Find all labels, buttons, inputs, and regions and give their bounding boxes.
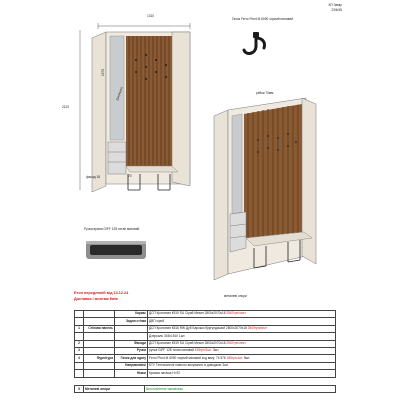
row-group: [84, 370, 115, 377]
row-text: БТУ Телескопічні повного висування із доводкою 3шт.: [148, 362, 336, 369]
row-number: [75, 370, 84, 377]
row-label: Ручки: [115, 347, 148, 354]
row-text: ручка GIFF 128 титан матовий 195грн/1шт. 3шт.: [148, 347, 336, 354]
row-group: Фурнітура: [84, 355, 115, 362]
row-price: 195грн/1шт.: [194, 348, 213, 353]
row-number: 4: [75, 355, 84, 362]
row-price: 185грн./шт.: [226, 355, 243, 360]
note-delivery: Доставка і монтаж Київ: [74, 297, 118, 301]
dim-side: 1570: [101, 68, 105, 76]
row-label: Гачок для одягу: [115, 355, 148, 362]
row-number: [75, 311, 84, 318]
row-text: Ferro Piont М 6090 чорний матовий код вику: 74 576 185грн./шт. 9шт.: [148, 355, 336, 362]
row-text: Виготовлення замовника: [145, 386, 336, 393]
hook-icon: [236, 28, 276, 68]
row-group: [84, 333, 115, 340]
spec-table: [74, 310, 336, 378]
order-code: 23/6/45: [331, 8, 342, 12]
row-group: [84, 347, 115, 354]
row-number: [75, 362, 84, 369]
label-hook: Гачок Ferro Piont М 6090 чорний матовий: [232, 17, 293, 21]
label-mirror: Дзеркало: [115, 86, 124, 102]
note-date: Eтон передлоній від 13.12.24: [74, 291, 129, 295]
table-row: [75, 355, 336, 362]
label-racks: рейки 70мм: [256, 91, 274, 95]
row-label: Каркас: [115, 311, 148, 318]
row-price: 2567грн/лист: [226, 340, 246, 345]
table-row: [75, 370, 336, 377]
row-group: [84, 362, 115, 369]
row-text: ДСП Кронопан К519 SU Сірий Мезин 2800x2070x18 2567грн/лист: [148, 311, 336, 318]
label-handle: Ручка врізна GIFF 128 титан матовий: [84, 227, 140, 231]
row-number: 1: [75, 325, 84, 332]
row-label: Направляючі: [115, 362, 148, 369]
dim-plinth: 70: [128, 174, 132, 178]
row-group: [84, 311, 115, 318]
table-row: [75, 311, 336, 318]
perspective-view-drawing: [208, 96, 320, 292]
row-price: 3549грн/лист: [247, 326, 268, 331]
dim-height: 2120: [62, 105, 70, 109]
table-row: [75, 325, 336, 332]
row-label: Фасади: [115, 340, 148, 347]
table-row: [75, 386, 336, 393]
table-row: [75, 318, 336, 325]
row-text: ДСП Кронопан К519 SU Сірий Мезин 2800x2070x18 2567грн/лист: [148, 340, 336, 347]
handle-icon: [84, 235, 148, 265]
row-number: 2: [75, 340, 84, 347]
table-row: [75, 333, 336, 340]
label-facade: фасад 18: [86, 175, 101, 179]
front-view-drawing: [70, 10, 230, 200]
table-row: [75, 347, 336, 354]
row-text: ДВП сірий: [148, 318, 336, 325]
row-group: [84, 318, 115, 325]
row-price: 2567грн/лист: [226, 311, 246, 316]
row-text: Дзеркало 345x1510 1шт.: [148, 333, 336, 340]
row-text: Кромка насічка Н=92: [148, 370, 336, 377]
table-row: [75, 340, 336, 347]
row-number: 3: [75, 347, 84, 354]
row-label: Ніжки: [115, 370, 148, 377]
company-name: КП Замір: [328, 3, 342, 7]
row-number: 5: [75, 386, 84, 393]
row-group: Стінова панель: [84, 325, 115, 332]
row-group: [84, 340, 115, 347]
row-label: Задня стінка: [115, 318, 148, 325]
row-number: [75, 333, 84, 340]
label-supports: металеві опори: [224, 294, 247, 298]
row-label: [115, 325, 148, 332]
row-number: [75, 318, 84, 325]
table-row: [75, 362, 336, 369]
spec-table-final: [74, 385, 336, 393]
row-label: Металеві опори: [84, 386, 145, 393]
row-text: ДСП Кронопан К516 RW Дуб Барокко бургундський 2800x2070x18 3549грн/лист: [148, 325, 336, 332]
dim-width: 1310: [147, 14, 155, 18]
row-label: [115, 333, 148, 340]
